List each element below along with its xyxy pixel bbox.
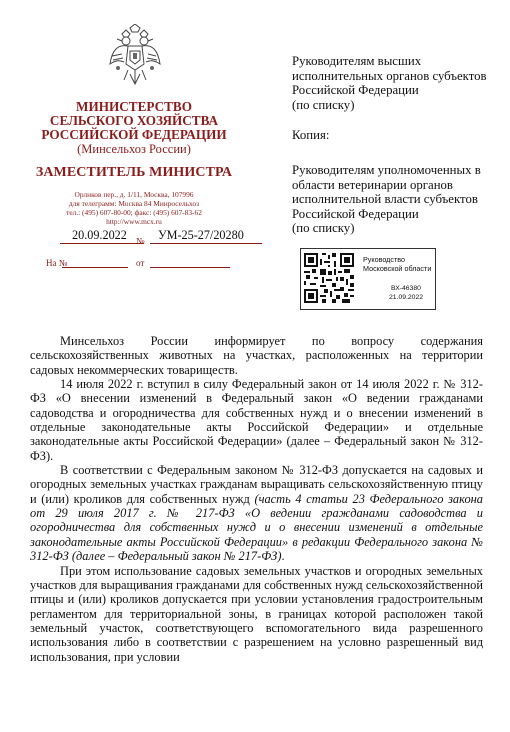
copy-recipient-line: Руководителям уполномоченных в xyxy=(292,163,481,177)
incoming-registration-stamp xyxy=(300,248,436,310)
copy-label: Копия: xyxy=(292,128,330,142)
copy-recipient-line: (по списку) xyxy=(292,221,355,236)
body-text: . xyxy=(281,549,285,564)
body-paragraph xyxy=(30,463,483,563)
address-line: http://www.mcx.ru xyxy=(106,217,162,226)
recipient-line: (по списку) xyxy=(292,97,355,112)
coat-of-arms-icon xyxy=(108,24,162,86)
copy-recipient-line: исполнительной власти субъектов xyxy=(292,192,478,207)
date-underline xyxy=(60,243,144,244)
deputy-minister-title: ЗАМЕСТИТЕЛЬ МИНИСТРА xyxy=(35,165,233,180)
stamp-incoming-date: 21.09.2022 xyxy=(389,294,424,301)
address-line: тел.: (495) 607-80-00; факс: (495) 607-83-62 xyxy=(66,208,202,217)
body-paragraph: Минсельхоз России информирует по вопросу содержания сельскохозяйственных животных на участках, расположенных на территории садовых некоммерческих товариществ. xyxy=(30,334,483,377)
copy-recipient-line: области ветеринарии органов xyxy=(292,177,453,192)
stamp-recipient-line-2: Московской области xyxy=(363,264,432,273)
number-underline xyxy=(150,243,262,244)
stamp-incoming-number: ВХ-46380 xyxy=(391,285,421,292)
letter-date: 20.09.2022 xyxy=(72,228,127,242)
registration-number: УМ-25-27/20280 xyxy=(158,228,244,242)
reference-number-underline xyxy=(62,267,128,268)
stamp-recipient-line-1: Руководство xyxy=(363,255,406,264)
ministry-name-line-1: МИНИСТЕРСТВО xyxy=(76,99,192,114)
reference-row xyxy=(20,255,260,271)
reference-date-underline xyxy=(150,267,230,268)
body-paragraph: При этом использование садовых земельных участков и огородных земельных участков для выращивания гражданами для собственных нужд сельскохозяйственной птицы и (или) кроликов допускается при условии установления градостроительным регламентом для территориальной зоны, в границах которой расположен такой земельный участок, соответствующего вспомогательного вида разрешенного использования либо в соответствии с разрешением на условно разрешенный вид использования, при условии xyxy=(30,563,483,664)
copy-recipient-block xyxy=(292,163,504,236)
reference-number-label: На № xyxy=(46,258,68,268)
ministry-name-line-3: РОССИЙСКОЙ ФЕДЕРАЦИИ xyxy=(41,127,227,142)
address-line: для телеграмм: Москва 84 Минросельхоз xyxy=(68,199,200,208)
ministry-short-name: (Минсельхоз России) xyxy=(77,142,191,156)
registration-row xyxy=(20,228,260,250)
letter-body xyxy=(30,334,483,664)
copy-recipient-line: Российской Федерации xyxy=(292,206,419,221)
recipient-block xyxy=(292,54,504,112)
body-paragraph: 14 июля 2022 г. вступил в силу Федеральный закон от 14 июля 2022 г. № 312-ФЗ «О внесении изменений в Федеральный закон «О ведении гражданами садоводства и огородничества для собственных нужд и о внесении изменений в отдельные законодательные акты Российской Федерации» и отдельные законодательные акты Российской Федерации» (далее – Федеральный закон № 312-ФЗ). xyxy=(30,377,483,463)
number-sign: № xyxy=(136,236,145,246)
legal-reference: (часть 4 статьи 23 Федерального закона от 29 июля 2017 г. № 217-ФЗ «О ведении гражданами садоводства и огородничества для собственных нужд и о внесении изменений в отдельные законодательные акты Российской Федерации» в редакции Федерального закона № 312-ФЗ (далее – Федеральный закон № 217-ФЗ) xyxy=(30,491,483,564)
qr-code-icon xyxy=(304,253,354,303)
recipient-line: Руководителям высших xyxy=(292,54,422,68)
body-text: В соответствии с Федеральным законом № 312-ФЗ допускается на садовых и огородных земельных участках гражданам выращивать сельскохозяйственную птицу и (или) кроликов для собственных нужд xyxy=(30,463,483,506)
recipient-line: исполнительных органов субъектов xyxy=(292,68,487,83)
ministry-name-line-2: СЕЛЬСКОГО ХОЗЯЙСТВА xyxy=(49,113,219,128)
reference-date-label: от xyxy=(136,258,145,268)
address-line: Орликов пер., д. 1/11, Москва, 107996 xyxy=(74,190,194,199)
recipient-line: Российской Федерации xyxy=(292,83,419,98)
